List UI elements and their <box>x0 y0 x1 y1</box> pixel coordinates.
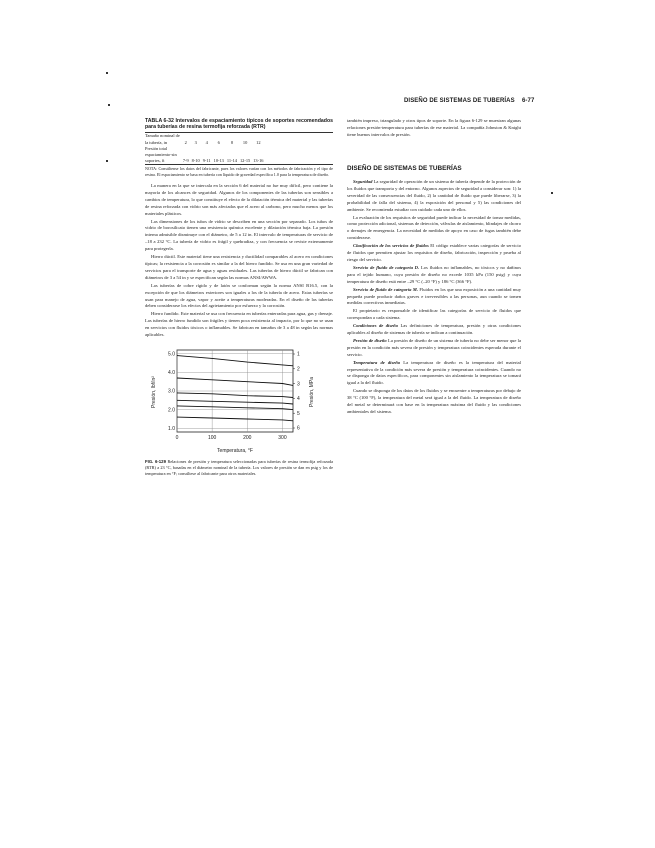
body-paragraph <box>347 338 521 359</box>
x-tick-label: 300 <box>278 434 287 441</box>
table-row-label: espaciamiento-sin <box>145 152 177 158</box>
y-tick-label-left: 3.0 <box>168 388 175 395</box>
table-cell: 12-15 <box>239 158 251 164</box>
x-tick-label: 0 <box>175 434 179 441</box>
body-paragraph <box>347 323 521 337</box>
paragraph-text: Los fluidos no inflamables, no tóxicos y no dañinos para el tejido humano, cuya presión de diseño no excede 1035 kPa (150 psig) y cuya temperatura de diseño está entre –29 °C (–20 °F) y 186 °C (366 °F). <box>347 264 521 284</box>
body-paragraph <box>347 243 521 264</box>
scan-speck <box>551 192 553 194</box>
running-header-page-number: 6-77 <box>522 98 535 104</box>
y-axis-label-right: Presión, MPa <box>309 376 315 407</box>
table-cell: 3 <box>194 139 197 145</box>
left-body-text <box>145 183 333 339</box>
paragraph-text: Las definiciones de temperatura, presión y otras condiciones aplicables al diseño de sistemas de tubería se indican a continuación. <box>347 323 521 336</box>
table-cell: 8 <box>230 139 234 145</box>
table-cell: 6 <box>217 139 220 145</box>
paragraph-text: Fluidos en los que una exposición a una cantidad muy pequeña puede producir daños graves e irreversibles a las personas, aun cuando se tomen medidas correctivas inmediatas. <box>347 286 522 306</box>
x-tick-label: 200 <box>243 434 252 441</box>
table-cell: 8-10 <box>191 158 200 164</box>
paragraph-lead: Temperatura de diseño <box>353 359 401 365</box>
series-line-6 <box>177 417 293 421</box>
body-paragraph <box>347 179 521 214</box>
y-tick-label-left: 1.0 <box>168 425 175 432</box>
body-paragraph <box>347 215 521 243</box>
figure-caption-label: FIG. 6-129 <box>145 458 166 464</box>
series-line-3 <box>177 393 293 398</box>
paragraph-text: El código establece varias categorías de servicio de fluidos que permiten ajustar los requisitos de diseño, fabricación, inspección y prueba al riesgo del servicio. <box>347 243 521 262</box>
y-tick-label-right: 1 <box>297 351 300 358</box>
body-paragraph: La manera en la que se intercala en la sección 6 del material no fue muy difícil, pero contiene la mayoría de los alcances de seguridad. Algunos de los componentes de las tuberías son sensibles a cambios de temperatura, lo que constituye el efecto de la dilatación térmica del material y las tuberías de resina reforzada con vidrio son más afectadas que el acero al carbono, pero mucho menos que los materiales plásticos. <box>145 183 333 216</box>
table-row-label: la tubería, in <box>145 139 168 145</box>
x-axis-label: Temperatura, °F <box>217 447 253 454</box>
table-row <box>145 158 266 164</box>
y-tick-label-left: 4.0 <box>168 370 175 377</box>
series-line-2 <box>177 378 293 385</box>
body-paragraph: Las dimensiones de los tubos de vidrio se describen en una sección por separado. Los tubos de vidrio de borosilicato tienen una resistencia química excelente y dilatación térmica baja. La presión interna admisible disminuye con el diámetro, de 5 a 12 in. El intervalo de temperaturas de servicio de –18 a 232 °C. La tubería de vidrio es frágil y quebradiza, y con frecuencia se reviste externamente para protegerla. <box>145 218 333 252</box>
table-rule-bottom <box>145 164 333 165</box>
body-paragraph: Hierro fundido. Este material se usa con frecuencia en tuberías enterradas para agua, gas y drenaje. Las tuberías de hierro fundido son frágiles y tienen poca resistencia al impacto, por lo que no se usan en servicios con fluidos tóxicos o inflamables. Se fabrican en tamaños de 3 a 48 in según las normas aplicables. <box>145 311 333 338</box>
scan-speck <box>108 104 110 106</box>
paragraph-lead: Condiciones de diseño <box>353 323 399 329</box>
y-tick-label-right: 3 <box>297 381 300 388</box>
table-title: TABLA 6-32 Intervalos de espaciamiento típicos de soportes recomendados para tuberías de resina termofija reforzada (RTR) <box>145 118 333 131</box>
table-row-label: soportes, ft <box>145 158 165 164</box>
y-tick-label-left: 2.0 <box>168 407 175 414</box>
left-column <box>145 118 333 477</box>
paragraph-lead: Servicio de fluido de categoría M. <box>353 286 419 292</box>
scan-speck <box>106 72 108 74</box>
body-paragraph: Hierro dúctil. Este material tiene una resistencia y ductilidad comparables al acero en condiciones típicas; la resistencia a la corrosión es similar a la del hierro fundido. Se usa en una gran variedad de servicios para el transporte de agua y aguas residuales. Las tuberías de hierro dúctil se fabrican con diámetros de 3 a 54 in y se especifican según las normas ANSI/AWWA. <box>145 254 333 280</box>
body-paragraph: Las tuberías de cobre rígido y de latón se conforman según la norma ANSI B16.5, con la excepción de que los diámetros exteriores son iguales a los de la tubería de acero. Estas tuberías se usan para manejo de agua, vapor y aceite a temperaturas moderadas. En el diseño de las tuberías deben considerarse los efectos del agrietamiento por esfuerzo y la corrosión. <box>145 282 333 309</box>
y-tick-label-right: 6 <box>297 425 300 432</box>
table-cell: 12 <box>256 139 261 145</box>
table-row-label: Presión total <box>145 145 168 151</box>
paragraph-lead: Presión de diseño <box>353 337 387 343</box>
body-paragraph <box>347 388 521 416</box>
table-row-label: Tamaño nominal de <box>145 133 180 139</box>
paragraph-lead: Servicio de fluido de categoría D. <box>353 264 420 270</box>
x-tick-label: 100 <box>207 434 217 441</box>
y-tick-label-left: 5.0 <box>168 351 175 358</box>
running-header-section: DISEÑO DE SISTEMAS DE TUBERÍAS <box>404 98 515 104</box>
body-paragraph <box>347 360 521 388</box>
table-cell: 11-14 <box>226 158 237 164</box>
paragraph-text: La presión de diseño de un sistema de tubería no debe ser menor que la presión en la condición más severa de presión y temperatura coincidentes esperada durante el servicio. <box>347 337 521 357</box>
paragraph-text: Cuando se disponga de los datos de los fluidos y se encuentre a temperaturas por debajo de 38 °C (100 °F), la temperatura del metal será igual a la del fluido. La temperatura de diseño del metal se determinará con base en la temperatura máxima del fluido y las condiciones ambientales del sistema. <box>347 388 521 414</box>
table-cell: 7-9 <box>182 158 189 164</box>
paragraph-text: El propietario es responsable de identificar las categorías de servicio de fluidos que correspondan a cada sistema. <box>347 308 521 321</box>
paragraph-text: La temperatura de diseño es la temperatura del material representativa de la condición más severa de presión y temperatura coincidentes. Cuando no se disponga de datos específicos, para componentes sin aislamiento la temperatura se tomará igual a la del fluido. <box>347 359 521 386</box>
pressure-temperature-chart <box>145 344 333 456</box>
table-cell: 10 <box>242 139 248 145</box>
table-note: NOTA: Consúltense los datos del fabricante, pues los valores varían con los métodos de fabricación y el tipo de resina. El espaciamiento se basa en tubería con líquido de gravedad específica 1.0 para la temperatura de diseño. <box>145 166 333 178</box>
table-cell: 9-11 <box>202 158 211 164</box>
body-paragraph <box>347 287 521 308</box>
paragraph-text: La evaluación de los requisitos de seguridad puede indicar la necesidad de tomar medidas, como protección adicional, sistemas de detección, válvulas de aislamiento, blindajes de chorro o drenajes de emergencia. La necesidad de medidas de apoyo en caso de fugas también debe considerarse. <box>347 214 521 241</box>
figure-caption <box>145 459 333 477</box>
support-spacing-table <box>145 133 266 164</box>
right-top-text: también impreso, triangulado y otros tipos de soporte. En la figura 6-129 se muestran algunas relaciones presión-temperatura para tuberías de ese material. La compañía Johnston & Knight tiene buenos intervalos de presión. <box>347 118 521 137</box>
figure-caption-text: Relaciones de presión y temperatura seleccionadas para tuberías de resina termofija reforzada (RTR) a 23 °C, basadas en el diámetro nominal de la tubería. Los valores de presión se dan en psig y los de temperatura en °F; consúltese al fabricante para otros materiales. <box>145 458 334 476</box>
paragraph-lead: Seguridad <box>353 179 373 184</box>
y-tick-label-right: 2 <box>297 366 300 373</box>
paragraph-lead: Clasificación de los servicios de fluidos <box>353 243 429 249</box>
body-paragraph <box>347 308 521 322</box>
y-axis-label-left: Presión, lbf/in² <box>151 375 157 408</box>
y-tick-label-right: 5 <box>297 410 300 417</box>
series-line-5 <box>177 406 293 410</box>
y-tick-label-right: 4 <box>297 396 300 403</box>
table-cell: 2 <box>184 139 187 145</box>
body-paragraph <box>347 265 521 286</box>
right-column-body <box>347 179 521 417</box>
scan-speck <box>106 160 108 162</box>
series-line-4 <box>177 400 293 404</box>
figure-6-129 <box>145 344 333 477</box>
section-title: DISEÑO DE SISTEMAS DE TUBERÍAS <box>347 165 462 172</box>
table-cell: 10-13 <box>213 158 224 164</box>
paragraph-text: La seguridad de operación de un sistema de tubería depende de la protección de los fluidos que transporta y del entorno. Algunos aspectos de seguridad a considerar son: 1) la severidad de las consecuencias del fluido, 2) la cantidad de fluido que puede liberarse, 3) la probabilidad de falla del sistema, 4) la exposición del personal y 5) las condiciones del ambiente. Se recomienda estudiar con cuidado cada uno de ellos. <box>347 179 521 212</box>
table-cell: 13-16 <box>253 158 264 164</box>
right-column-top <box>347 118 521 140</box>
table-cell: 4 <box>205 139 208 145</box>
series-line-1 <box>177 356 293 366</box>
